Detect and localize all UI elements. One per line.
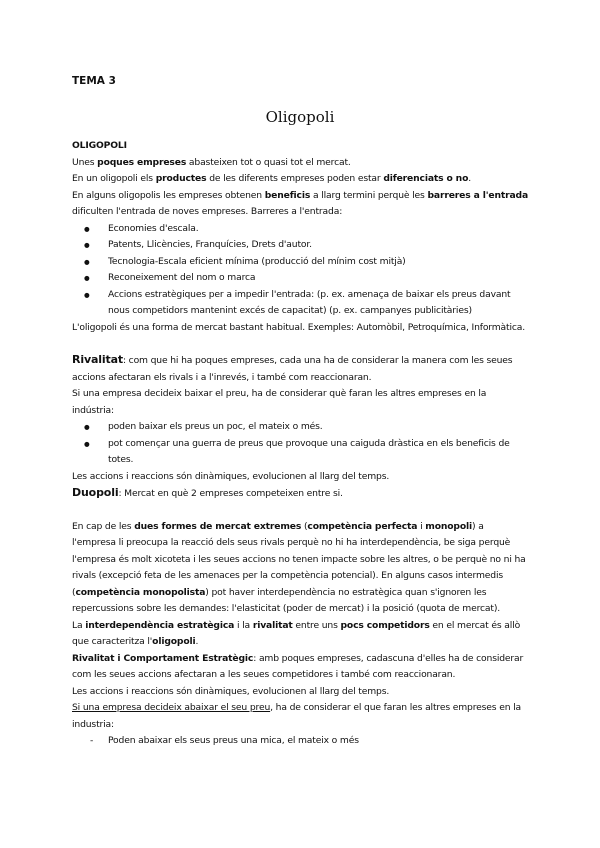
paragraph [72,651,530,684]
bold-term: productes [155,173,207,184]
text: a llarg termini perquè les [310,189,428,201]
list-item: ● Patents, Llicències, Franquícies, Drets d'autor. [72,237,530,254]
paragraph [72,155,530,172]
text: ) a l'empresa li preocupa la reacció dels seus rivals perquè no hi ha interdependència, be siga perquè l'empresa és molt xicoteta i les seues accions no tenen impacte sobre les altres, o be perquè no ni ha rivals (excepció feta de les amenaces per la competència potencial). En alguns casos intermedis ( [72,520,526,598]
text: ( [301,520,308,532]
bold-term: rivalitat [252,619,293,631]
text: : Mercat en què 2 empreses competeixen entre si. [118,488,343,499]
bold-term: interdependència estratègica [85,619,235,631]
term-rivalitat: Rivalitat [72,353,123,366]
bold-term: oligopoli [152,636,196,647]
text: Unes [72,156,98,168]
options-list [72,419,530,469]
paragraph [72,352,530,386]
text: : com que hi ha poques empreses, cada una ha de considerar la manera com les seues accions afectaran els rivals i a l'inrevés, i també com reaccionaran. [72,355,513,383]
text: . [468,173,472,184]
list-item: ● Economies d'escala. [72,221,530,238]
list-item: ● Accions estratègiques per a impedir l'entrada: (p. ex. amenaça de baixar els preus davant nous competidors mantenint excés de capacitat) (p. ex. campanyes publicitàries) [72,287,530,320]
section-heading-oligopoli: OLIGOPOLI [72,140,127,151]
list-item: - Poden abaixar els seus preus una mica, el mateix o més [72,733,530,750]
barriers-list [72,221,530,320]
text: entre uns [292,619,341,631]
text: La [72,619,86,631]
paragraph: Les accions i reaccions són dinàmiques, evolucionen al llarg del temps. [72,470,390,482]
bold-term: monopoli [425,520,473,532]
list-item: ● poden baixar els preus un poc, el mateix o més. [72,419,530,436]
paragraph: Si una empresa decideix baixar el preu, ha de considerar què faran les altres empreses en la indústria: [72,388,487,416]
paragraph [72,700,530,733]
list-item: ● Tecnologia-Escala eficient mínima (producció del mínim cost mitjà) [72,254,530,271]
bold-term: beneficis [264,189,311,201]
text: dificulten l'entrada de noves empreses. Barreres a l'entrada: [72,206,343,217]
text: : amb poques empreses, cadascuna d'elles ha de considerar com les seues accions afectaran a les seues competidores i també com reaccionaran. [72,652,524,680]
text: en el mercat és allò que caracteritza l' [72,619,521,647]
text: En cap de les [72,520,135,532]
bold-term: dues formes de mercat extremes [134,520,302,532]
bold-term: poques empreses [97,156,187,168]
paragraph [72,519,530,618]
text: i la [234,619,253,631]
text: En alguns oligopolis les empreses obtenen [72,189,265,201]
text: i [417,520,426,532]
bold-term: competència monopolista [75,586,206,598]
paragraph: Les accions i reaccions són dinàmiques, evolucionen al llarg del temps. [72,685,390,697]
text: abasteixen tot o quasi tot el mercat. [186,156,351,168]
text: de les diferents empreses poden estar [206,173,384,184]
paragraph: L'oligopoli és una forma de mercat bastant habitual. Exemples: Automòbil, Petroquímica, Informàtica. [72,321,526,333]
bold-term: pocs competidors [340,619,430,631]
bold-term: Rivalitat i Comportament Estratègic [72,652,254,664]
term-duopoli: Duopoli [72,486,119,499]
bold-term: barreres a l'entrada [427,189,528,201]
paragraph [72,485,530,503]
paragraph [72,618,530,651]
document-body [72,138,530,750]
text: ) pot haver interdependència no estratègica quan s'ignoren les repercussions sobre les demandes: l'elasticitat (poder de mercat) i la posició (quota de mercat). [72,586,501,614]
paragraph [72,171,530,188]
list-item: ● pot començar una guerra de preus que provoque una caiguda dràstica en els beneficis de totes. [72,436,530,469]
dash-list [72,733,530,750]
paragraph [72,188,530,221]
bold-term: diferenciats o no [383,173,469,184]
text: , ha de considerar el que faran les altres empreses en la industria: [72,702,522,730]
topic-label: TEMA 3 [72,75,116,87]
list-item: ● Reconeixement del nom o marca [72,270,530,287]
underlined-text: Si una empresa decideix abaixar el seu preu [72,702,271,713]
page-title: Oligopoli [265,108,335,126]
text: En un oligopoli els [72,173,156,184]
bold-term: competència perfecta [307,520,418,532]
text: . [195,636,199,647]
